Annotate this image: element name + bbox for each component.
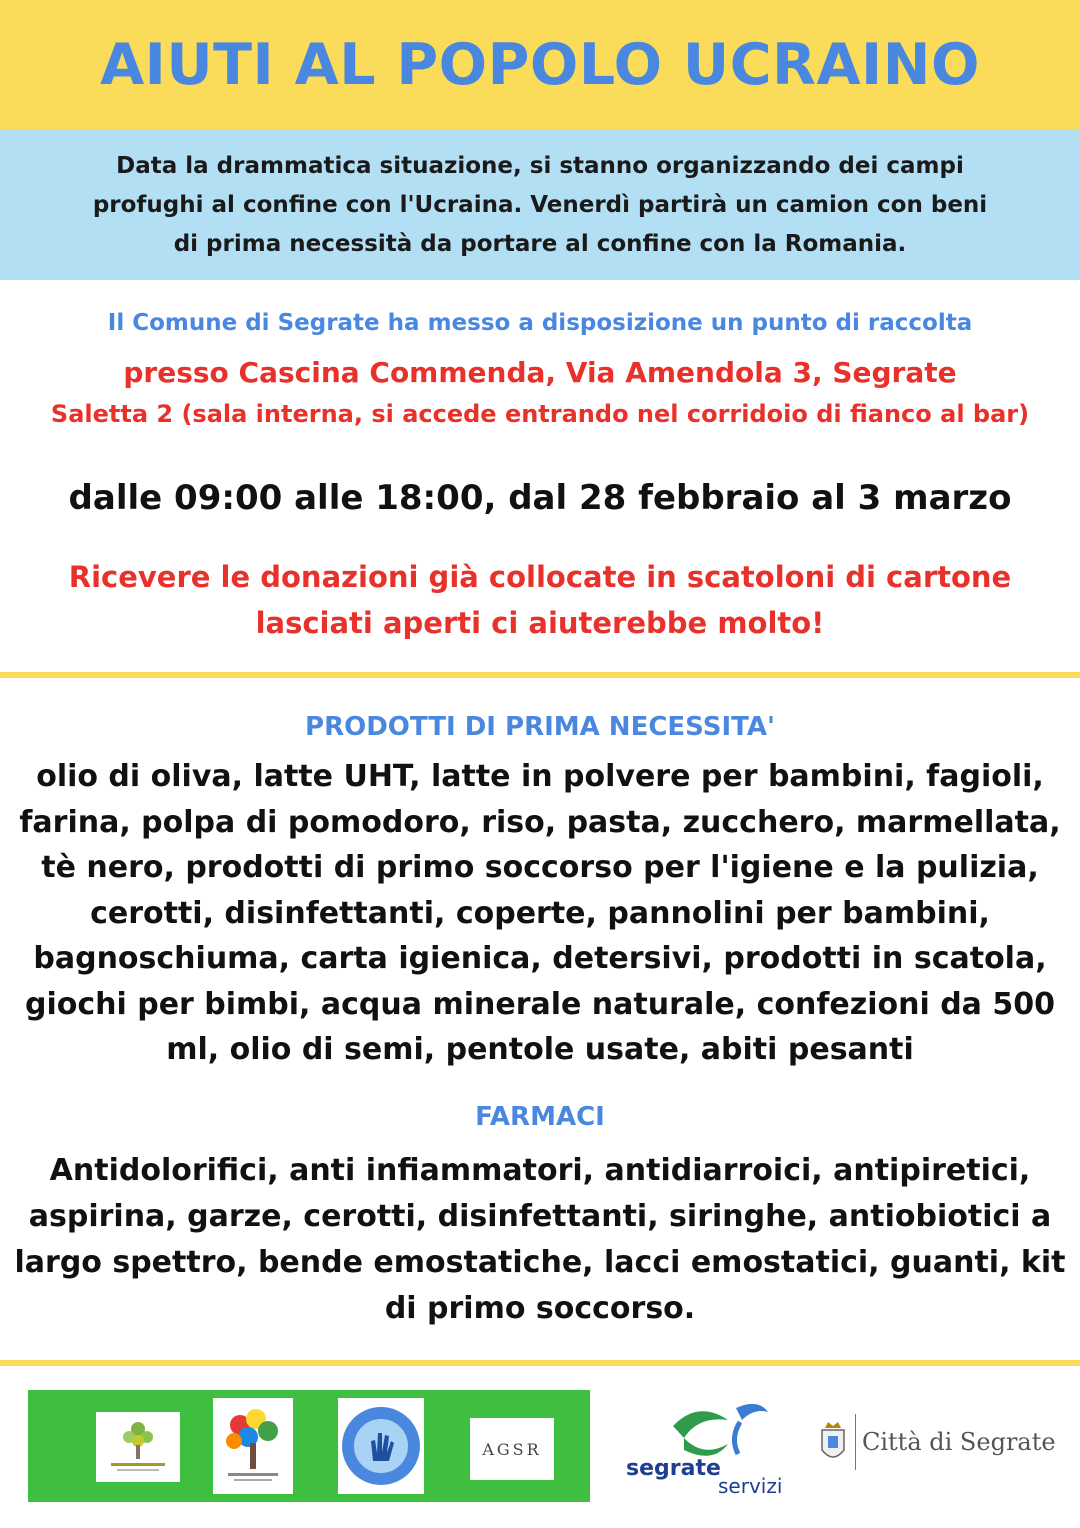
medicines-line: aspirina, garze, cerotti, disinfettanti, siringhe, antiobiotici a [28,1199,1052,1234]
products-line: tè nero, prodotti di primo soccorso per l'igiene e la pulizia, [41,850,1039,885]
intro-line: di prima necessità da portare al confine con la Romania. [173,230,907,257]
citta-di-segrate: Città di Segrate [862,1428,1056,1456]
tree-hands-icon [218,1403,288,1489]
collection-hours: dalle 09:00 alle 18:00, dal 28 febbraio al 3 marzo [68,478,1012,518]
segrate-sub: servizi [718,1474,783,1498]
intro-band [0,130,1080,280]
products-line: ml, olio di semi, pentole usate, abiti pesanti [166,1032,914,1067]
intro-line: profughi al confine con l'Ucraina. Venerdì partirà un camion con beni [92,191,988,218]
products-line: bagnoschiuma, carta igienica, detersivi, prodotti in scatola, [33,941,1047,976]
products-line: giochi per bimbi, acqua minerale naturale, confezioni da 500 [24,986,1055,1022]
intro-line: Data la drammatica situazione, si stanno organizzando dei campi [116,152,964,179]
crest-icon [818,1420,848,1466]
medicines-line: di primo soccorso. [384,1291,696,1326]
divider [0,672,1080,678]
page-title: AIUTI AL POPOLO UCRAINO [100,32,980,98]
agsr-text: AGSR [482,1439,542,1459]
collection-place: presso Cascina Commenda, Via Amendola 3, Segrate [123,356,957,389]
collection-room: Saletta 2 (sala interna, si accede entrando nel corridoio di fianco al bar) [50,400,1030,428]
hand-badge-icon [340,1405,422,1487]
products-line: cerotti, disinfettanti, coperte, pannolini per bambini, [90,895,990,931]
medicines-list [0,1148,1080,1332]
medicines-title: FARMACI [475,1102,605,1132]
title-band [0,0,1080,130]
associazione-genitori-milano2-logo [338,1398,424,1494]
divider [0,1360,1080,1366]
partner-logos-strip [28,1390,590,1502]
note-line: Ricevere le donazioni già collocate in scatoloni di cartone [68,560,1012,594]
associazione-genitori-logo [96,1412,180,1482]
segrate-name: segrate [626,1456,721,1481]
products-title: PRODOTTI DI PRIMA NECESSITA' [305,712,775,742]
products-list [0,754,1080,1073]
logo-separator [855,1414,856,1470]
products-line: farina, polpa di pomodoro, riso, pasta, zucchero, marmellata, [19,804,1061,840]
agsr-logo [470,1418,554,1480]
medicines-line: Antidolorifici, anti infiammatori, antidiarroici, antipiretici, [49,1153,1031,1188]
medicines-line: largo spettro, bende emostatiche, lacci emostatici, guanti, kit [14,1245,1066,1280]
collection-intro: Il Comune di Segrate ha messo a disposizione un punto di raccolta [107,310,973,336]
note-line: lasciati aperti ci aiuterebbe molto! [255,606,825,640]
products-line: olio di oliva, latte UHT, latte in polvere per bambini, fagioli, [36,759,1044,794]
tree-icon [103,1417,173,1477]
scuola-logo [213,1398,293,1494]
